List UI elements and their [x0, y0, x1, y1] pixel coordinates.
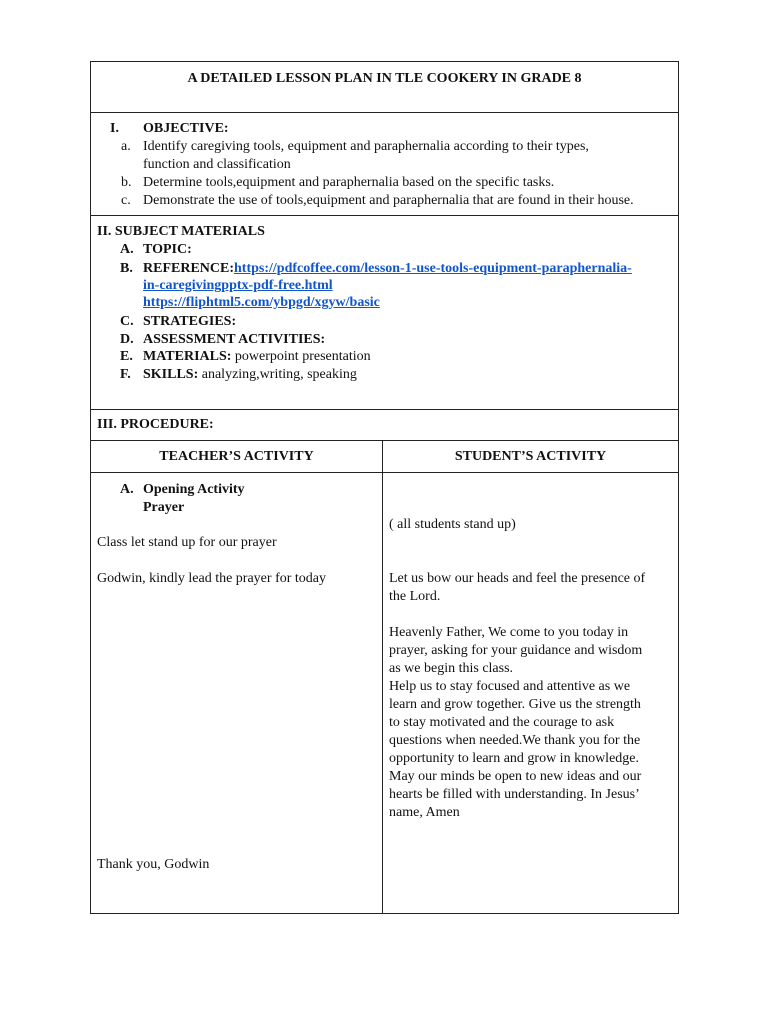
objective-item-c-letter: c. [121, 193, 131, 208]
objective-item-a-letter: a. [121, 139, 131, 154]
objective-item-a: Identify caregiving tools, equipment and paraphernalia according to their types, function and classification [143, 139, 589, 172]
reference-link-2[interactable]: https://fliphtml5.com/ybpgd/xgyw/basic [143, 295, 380, 310]
skills-label: SKILLS: [143, 367, 199, 382]
reference-label: REFERENCE: [143, 261, 235, 276]
procedure-heading: III. PROCEDURE: [97, 417, 214, 432]
assessment-label: ASSESSMENT ACTIVITIES: [143, 332, 326, 347]
materials-label: MATERIALS: [143, 349, 232, 364]
topic-letter: A. [120, 242, 134, 257]
teacher-line-thank-you: Thank you, Godwin [97, 857, 210, 872]
student-line-stand-up: ( all students stand up) [389, 517, 516, 532]
assessment-letter: D. [120, 332, 134, 347]
opening-activity-letter: A. [120, 482, 134, 497]
materials-value: powerpoint presentation [231, 349, 371, 364]
teacher-line-lead-prayer: Godwin, kindly lead the prayer for today [97, 571, 326, 586]
reference-link-1-cont-row [143, 277, 333, 295]
skills-value: analyzing,writing, speaking [198, 367, 357, 382]
reference-link-1[interactable]: https://pdfcoffee.com/lesson-1-use-tools-equipment-paraphernalia- [234, 261, 632, 276]
reference-link-1-continued[interactable]: in-caregivingpptx-pdf-free.html [143, 278, 333, 293]
opening-activity-title: Opening Activity [143, 482, 245, 497]
topic-label: TOPIC: [143, 242, 192, 257]
student-prayer-text: Heavenly Father, We come to you today in prayer, asking for your guidance and wisdom as we begin this class. Help us to stay focused and attentive as we learn and grow together. Give us the strength to stay motivated and the courage to ask questions when needed.We thank you for the opportunity to learn and grow in knowledge. May our minds be open to new ideas and our hearts be filled with understanding. In Jesus’ name, Amen [389, 625, 643, 820]
subject-materials-section [90, 215, 679, 410]
materials-line [143, 348, 371, 366]
objective-numeral: I. [110, 121, 119, 136]
student-line-bow-heads: Let us bow our heads and feel the presence of the Lord. [389, 571, 646, 604]
objective-item-c: Demonstrate the use of tools,equipment and paraphernalia that are found in their house. [143, 193, 634, 208]
student-activity-cell [382, 472, 679, 914]
subject-materials-heading: II. SUBJECT MATERIALS [97, 224, 265, 239]
reference-link-2-row [143, 294, 380, 312]
opening-activity-sub: Prayer [143, 500, 185, 515]
objective-item-b-letter: b. [121, 175, 132, 190]
materials-letter: E. [120, 349, 133, 364]
skills-line [143, 366, 357, 384]
teacher-column-header [90, 440, 383, 473]
procedure-heading-row [90, 409, 679, 441]
strategies-label: STRATEGIES: [143, 314, 237, 329]
objective-section [90, 112, 679, 216]
teacher-line-stand-up: Class let stand up for our prayer [97, 535, 277, 550]
reference-letter: B. [120, 261, 133, 276]
objective-heading: OBJECTIVE: [143, 121, 229, 136]
teacher-column-title: TEACHER’S ACTIVITY [159, 449, 314, 464]
title-row [90, 61, 679, 113]
teacher-activity-cell [90, 472, 383, 914]
reference-line [143, 260, 632, 278]
skills-letter: F. [120, 367, 131, 382]
page-title: A DETAILED LESSON PLAN IN TLE COOKERY IN GRADE 8 [187, 71, 582, 86]
strategies-letter: C. [120, 314, 134, 329]
objective-item-b: Determine tools,equipment and paraphernalia based on the specific tasks. [143, 175, 555, 190]
student-column-header [382, 440, 679, 473]
student-column-title: STUDENT’S ACTIVITY [454, 449, 607, 464]
